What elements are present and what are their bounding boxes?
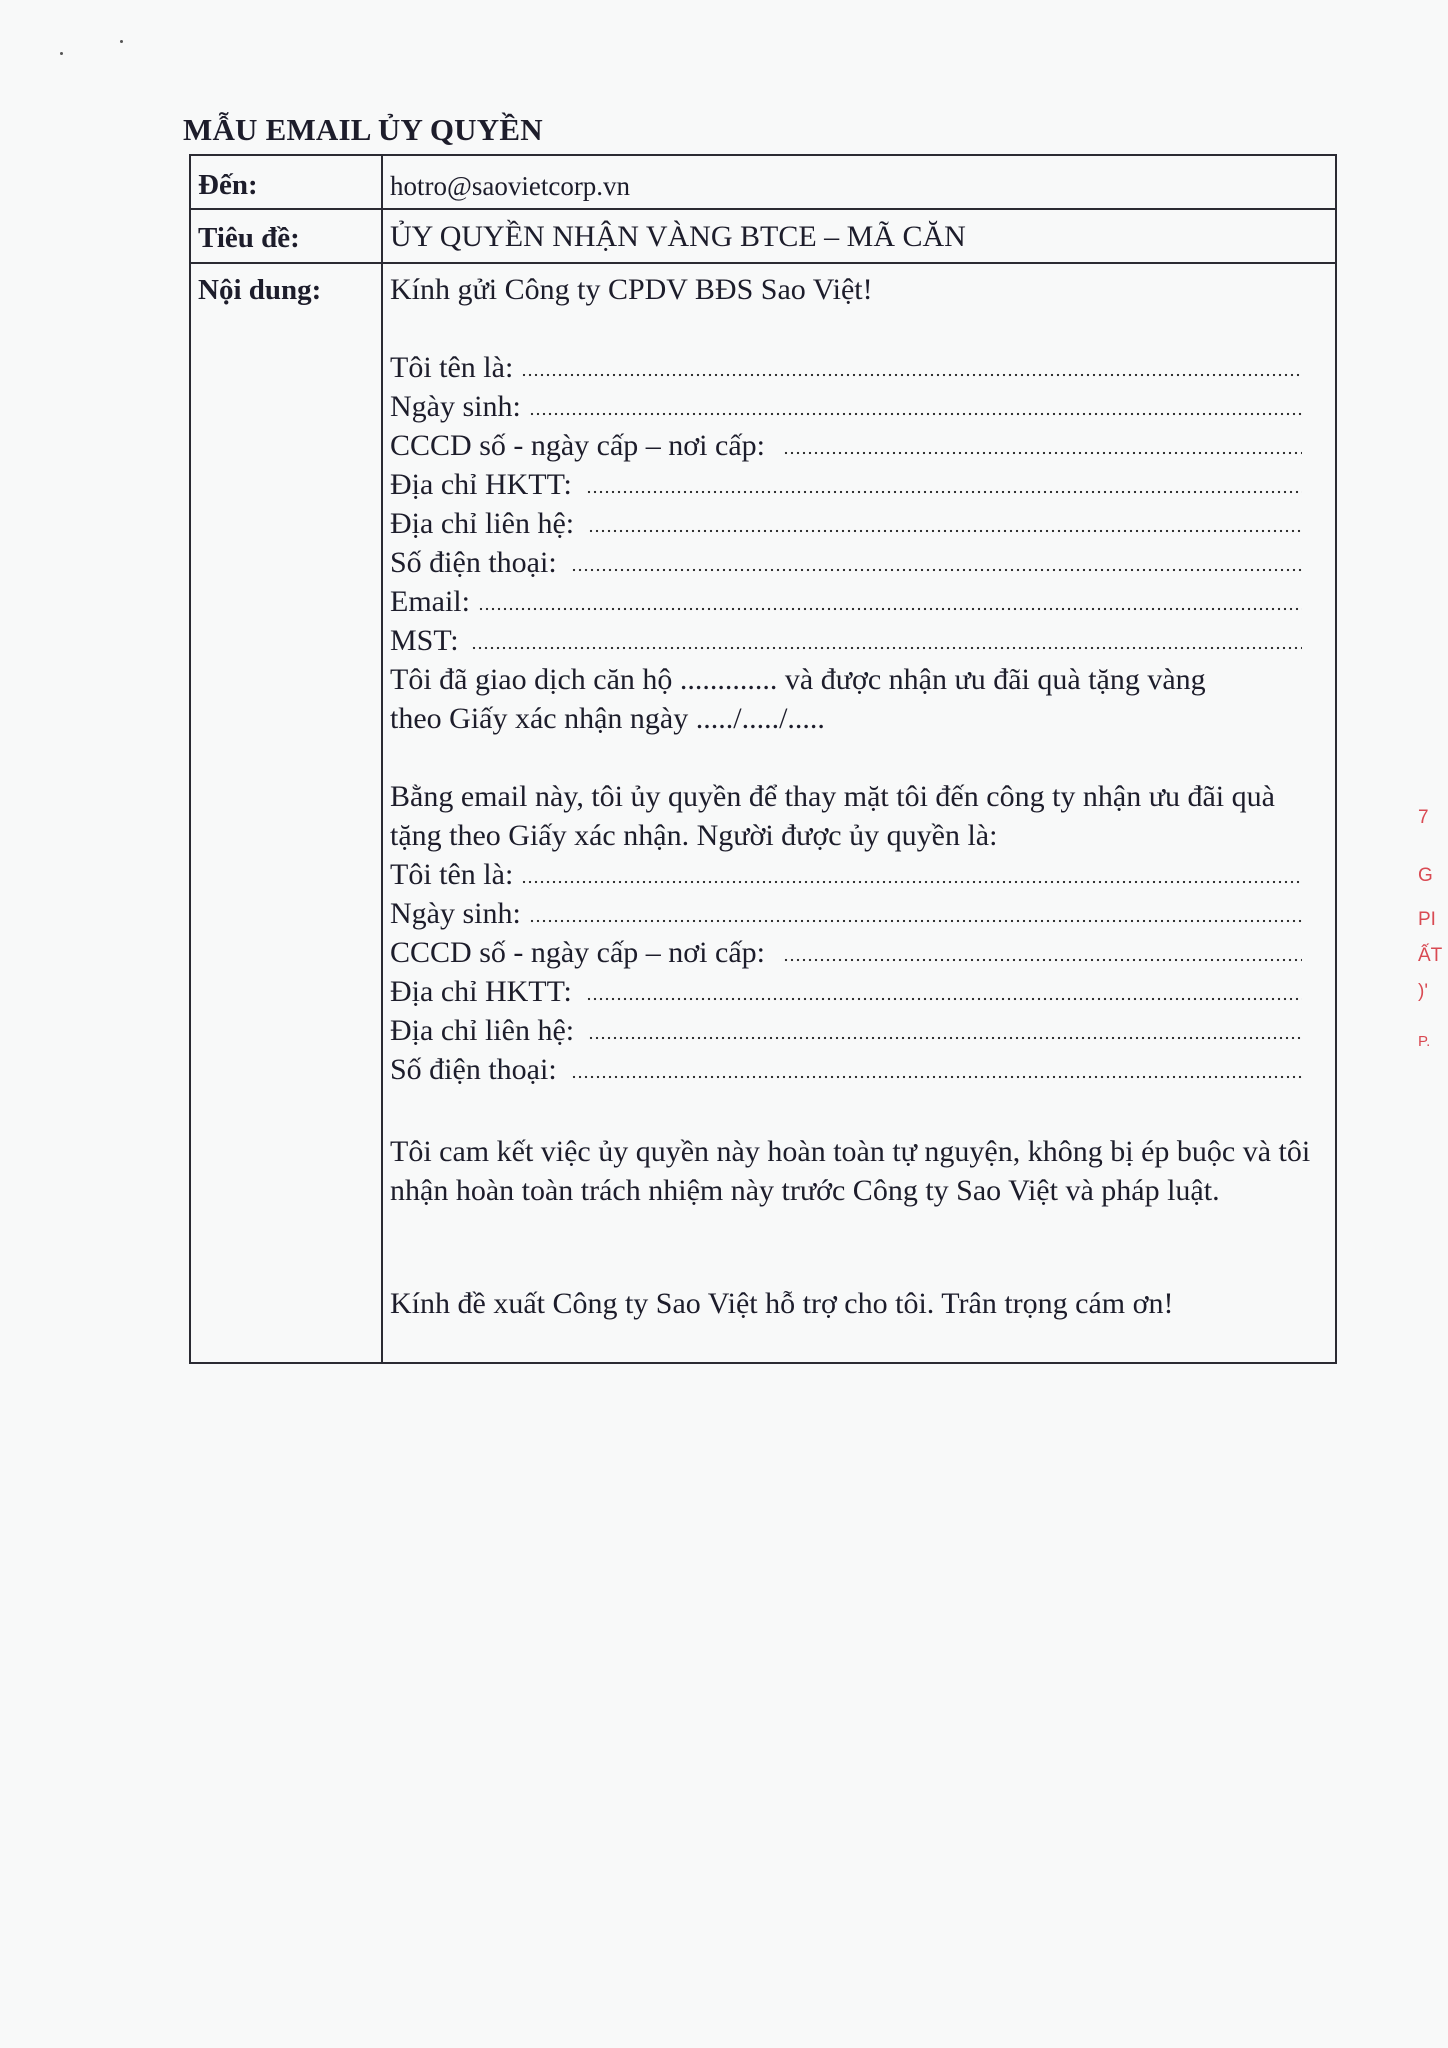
grantee-phone-field bbox=[390, 1050, 1302, 1089]
grantor-id-field bbox=[390, 426, 1302, 465]
stamp-text: P. bbox=[1418, 1033, 1431, 1050]
grantor-dob-field bbox=[390, 387, 1302, 426]
stamp-text: G bbox=[1418, 865, 1433, 886]
stamp-text: PI bbox=[1418, 909, 1436, 930]
field-label: Ngày sinh: bbox=[390, 390, 521, 423]
field-label: MST: bbox=[390, 624, 459, 657]
grantee-name-field bbox=[390, 855, 1302, 894]
column-divider bbox=[381, 156, 383, 1362]
row-divider bbox=[191, 208, 1335, 210]
email-template-table bbox=[189, 154, 1337, 1364]
grantor-section bbox=[390, 348, 1302, 738]
grantor-name-field bbox=[390, 348, 1302, 387]
margin-stamp-fragment bbox=[1418, 806, 1448, 1106]
to-email-value: hotro@saovietcorp.vn bbox=[390, 171, 631, 201]
scan-speck bbox=[120, 40, 123, 43]
field-label: CCCD số - ngày cấp – nơi cấp: bbox=[390, 936, 765, 969]
fill-in-dots bbox=[571, 1075, 1302, 1079]
field-label: Email: bbox=[390, 585, 470, 618]
subject-value: ỦY QUYỀN NHẬN VÀNG BTCE – MÃ CĂN bbox=[390, 220, 966, 253]
grantor-tax-code-field bbox=[390, 621, 1302, 660]
subject-label: Tiêu đề: bbox=[198, 222, 300, 254]
grantor-contact-address-field bbox=[390, 504, 1302, 543]
fill-in-dots bbox=[521, 880, 1302, 884]
authorization-intro: Bằng email này, tôi ủy quyền để thay mặt tôi đến công ty nhận ưu đãi quà tặng theo Giấy xác nhận. Người được ủy quyền là: bbox=[390, 780, 1275, 852]
grantor-email-field bbox=[390, 582, 1302, 621]
field-label: Tôi tên là: bbox=[390, 351, 514, 384]
scan-speck bbox=[60, 52, 63, 55]
to-label: Đến: bbox=[198, 169, 258, 201]
fill-in-dots bbox=[586, 997, 1302, 1001]
grantee-permanent-address-field bbox=[390, 972, 1302, 1011]
grantor-phone-field bbox=[390, 543, 1302, 582]
field-label: Số điện thoại: bbox=[390, 546, 557, 579]
content-label: Nội dung: bbox=[198, 274, 322, 306]
commitment-paragraph: Tôi cam kết việc ủy quyền này hoàn toàn tự nguyện, không bị ép buộc và tôi nhận hoàn toàn trách nhiệm này trước Công ty Sao Việt và pháp luật. bbox=[390, 1135, 1311, 1207]
fill-in-dots bbox=[471, 646, 1302, 650]
confirmation-date-line: theo Giấy xác nhận ngày ...../...../..... bbox=[390, 702, 825, 735]
fill-in-dots bbox=[521, 373, 1302, 377]
grantee-id-field bbox=[390, 933, 1302, 972]
field-label: Địa chỉ liên hệ: bbox=[390, 507, 575, 540]
closing-line: Kính đề xuất Công ty Sao Việt hỗ trợ cho tôi. Trân trọng cám ơn! bbox=[390, 1287, 1174, 1320]
fill-in-dots bbox=[571, 568, 1302, 572]
row-divider bbox=[191, 262, 1335, 264]
page-title: MẪU EMAIL ỦY QUYỀN bbox=[183, 112, 543, 147]
fill-in-dots bbox=[783, 958, 1302, 962]
field-label: Ngày sinh: bbox=[390, 897, 521, 930]
field-label: Tôi tên là: bbox=[390, 858, 514, 891]
grantee-contact-address-field bbox=[390, 1011, 1302, 1050]
field-label: Số điện thoại: bbox=[390, 1053, 557, 1086]
fill-in-dots bbox=[588, 529, 1302, 533]
fill-in-dots bbox=[529, 412, 1302, 416]
greeting: Kính gửi Công ty CPDV BĐS Sao Việt! bbox=[390, 273, 873, 306]
field-label: Địa chỉ HKTT: bbox=[390, 468, 572, 501]
grantee-dob-field bbox=[390, 894, 1302, 933]
stamp-text: )' bbox=[1418, 981, 1428, 1002]
grantee-section bbox=[390, 855, 1302, 1089]
field-label: Địa chỉ liên hệ: bbox=[390, 1014, 575, 1047]
grantor-permanent-address-field bbox=[390, 465, 1302, 504]
fill-in-dots bbox=[529, 919, 1302, 923]
fill-in-dots bbox=[478, 607, 1302, 611]
fill-in-dots bbox=[586, 490, 1302, 494]
fill-in-dots bbox=[588, 1036, 1302, 1040]
fill-in-dots bbox=[783, 451, 1302, 455]
transaction-line: Tôi đã giao dịch căn hộ ............. và được nhận ưu đãi quà tặng vàng bbox=[390, 663, 1206, 696]
stamp-text: 7 bbox=[1418, 807, 1429, 828]
field-label: CCCD số - ngày cấp – nơi cấp: bbox=[390, 429, 765, 462]
field-label: Địa chỉ HKTT: bbox=[390, 975, 572, 1008]
stamp-text: ẤT bbox=[1418, 945, 1443, 966]
